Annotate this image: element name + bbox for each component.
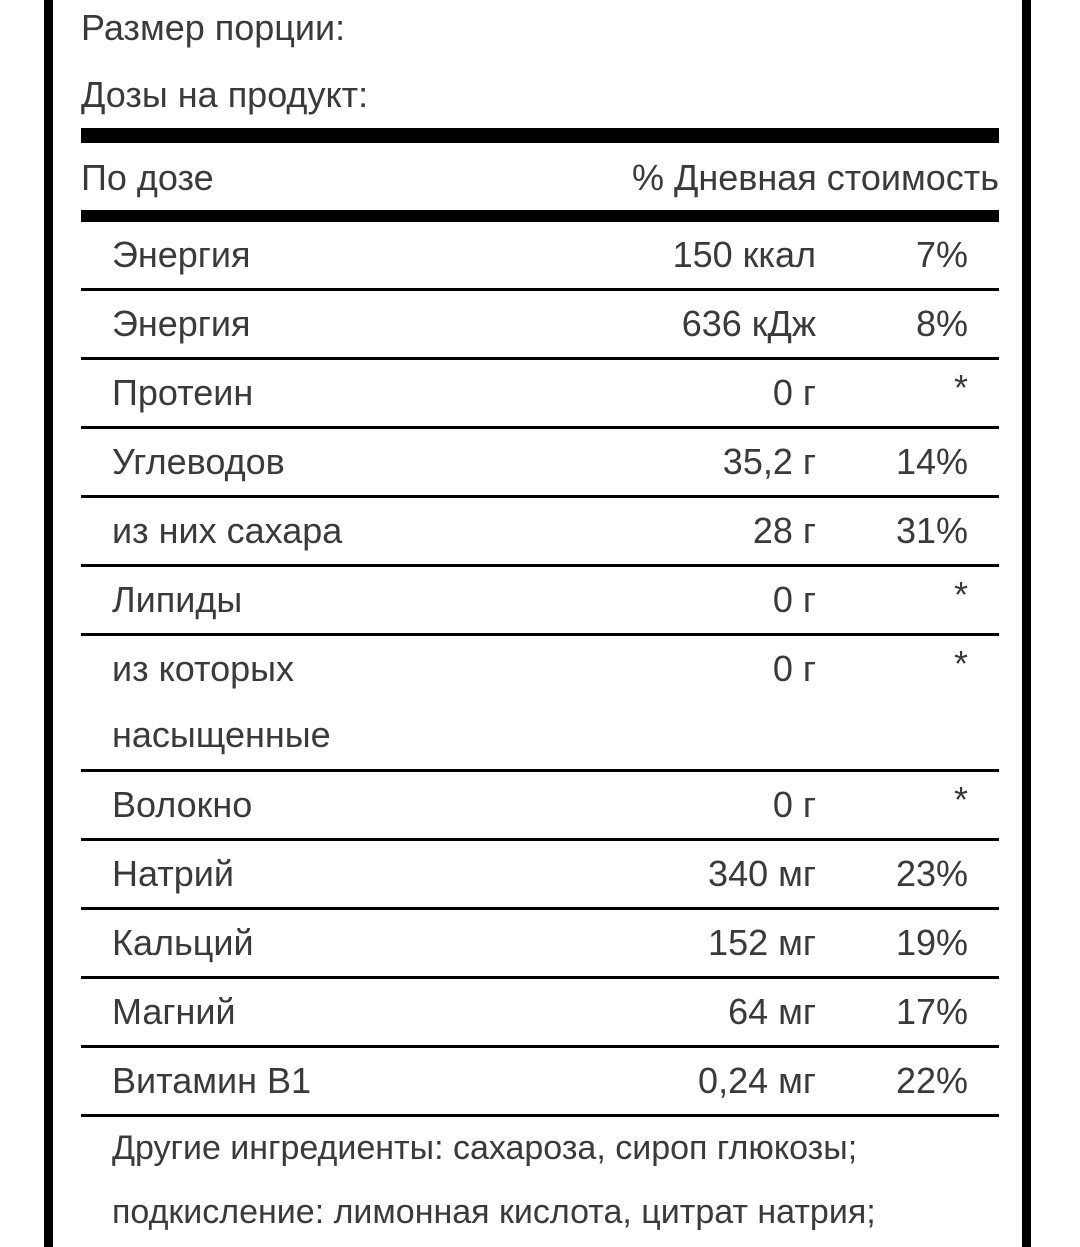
nutrient-daily-percent: * xyxy=(953,779,968,820)
nutrient-amount: 28 г xyxy=(752,510,816,551)
nutrient-name: из которых насыщенные xyxy=(112,648,331,755)
nutrient-name: Липиды xyxy=(112,579,243,620)
nutrient-daily-percent: 7% xyxy=(915,234,968,275)
nutrient-name: Витамин B1 xyxy=(112,1060,312,1101)
table-row xyxy=(81,979,999,1048)
nutrient-daily-percent: 8% xyxy=(915,303,968,344)
nutrient-name: Магний xyxy=(112,991,236,1032)
nutrient-name: Углеводов xyxy=(112,441,285,482)
table-row xyxy=(81,841,999,910)
nutrient-amount: 340 мг xyxy=(708,853,816,894)
nutrient-amount: 64 мг xyxy=(728,991,816,1032)
table-row xyxy=(81,291,999,360)
table-header xyxy=(81,156,999,200)
nutrient-amount: 0 г xyxy=(772,372,816,413)
table-row xyxy=(81,1048,999,1117)
nutrient-amount: 0 г xyxy=(772,579,816,620)
nutrient-table xyxy=(81,222,999,1117)
table-row xyxy=(81,498,999,567)
nutrient-daily-percent: 31% xyxy=(895,510,968,551)
daily-value-heading: % Дневная стоимость xyxy=(631,157,999,198)
other-ingredients-text xyxy=(112,1116,972,1244)
nutrient-daily-percent: * xyxy=(953,643,968,684)
table-row xyxy=(81,636,999,772)
header-top-rule xyxy=(81,128,999,143)
ingredients-line: Другие ингредиенты: сахароза, сироп глюкозы; xyxy=(112,1129,858,1167)
nutrient-daily-percent: 22% xyxy=(895,1060,968,1101)
table-row xyxy=(81,429,999,498)
nutrient-daily-percent: 23% xyxy=(895,853,968,894)
nutrient-daily-percent: * xyxy=(953,367,968,408)
nutrient-daily-percent: 19% xyxy=(895,922,968,963)
nutrient-name: Энергия xyxy=(112,303,251,344)
nutrient-amount: 150 ккал xyxy=(672,234,816,275)
nutrient-daily-percent: 17% xyxy=(895,991,968,1032)
table-row xyxy=(81,567,999,636)
table-row xyxy=(81,910,999,979)
nutrient-amount: 636 кДж xyxy=(681,303,816,344)
table-row xyxy=(81,772,999,841)
nutrient-name: Волокно xyxy=(112,784,253,825)
serving-size-label: Размер порции: xyxy=(81,7,346,48)
nutrient-daily-percent: 14% xyxy=(895,441,968,482)
nutrient-amount: 152 мг xyxy=(708,922,816,963)
nutrient-name: Протеин xyxy=(112,372,254,413)
nutrient-amount: 0 г xyxy=(772,648,816,689)
per-dose-heading: По дозе xyxy=(81,157,214,198)
ingredients-line: подкисление: лимонная кислота, цитрат натрия; xyxy=(112,1193,876,1231)
nutrient-name: Кальций xyxy=(112,922,254,963)
nutrient-name: Энергия xyxy=(112,234,251,275)
nutrient-name: из них сахара xyxy=(112,510,343,551)
nutrient-name: Натрий xyxy=(112,853,234,894)
header-bottom-rule xyxy=(81,210,999,222)
doses-per-product-label: Дозы на продукт: xyxy=(81,74,369,115)
table-row xyxy=(81,360,999,429)
nutrient-amount: 0,24 мг xyxy=(698,1060,816,1101)
nutrient-amount: 35,2 г xyxy=(722,441,816,482)
table-row xyxy=(81,222,999,291)
nutrient-daily-percent: * xyxy=(953,574,968,615)
nutrient-amount: 0 г xyxy=(772,784,816,825)
